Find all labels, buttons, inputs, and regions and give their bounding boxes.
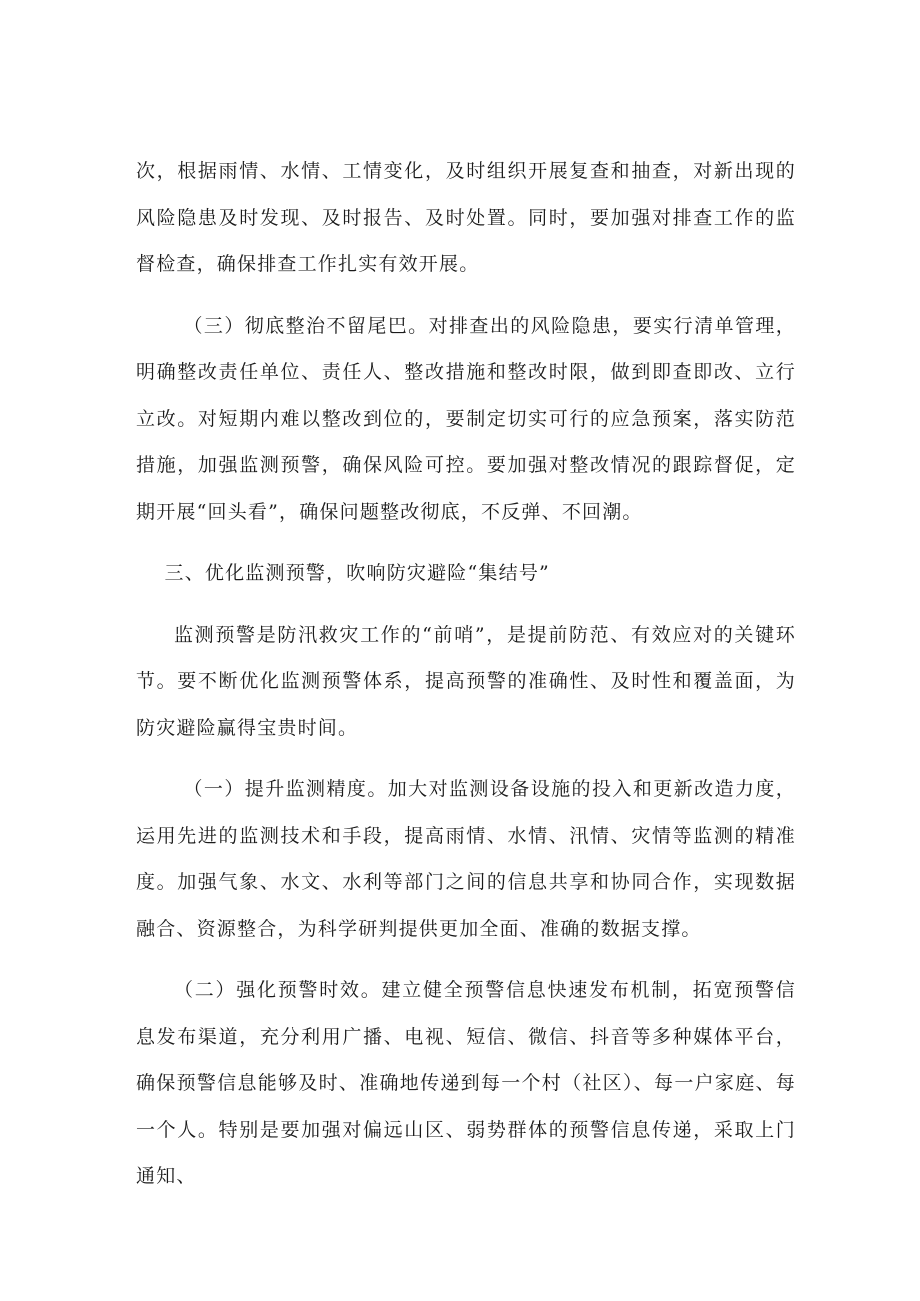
paragraph-section-3-2: （二）强化预警时效。建立健全预警信息快速发布机制，拓宽预警信息发布渠道，充分利用广播、电视、短信、微信、抖音等多种媒体平台，确保预警信息能够及时、准确地传递到每一个村（社区）、每一户家庭、每一个人。特别是要加强对偏远山区、弱势群体的预警信息传递，采取上门通知、 xyxy=(136,979,796,1187)
paragraph-section-3-1: （一）提升监测精度。加大对监测设备设施的投入和更新改造力度，运用先进的监测技术和手段，提高雨情、水情、汛情、灾情等监测的精准度。加强气象、水文、水利等部门之间的信息共享和协同合作，实现数据融合、资源整合，为科学研判提供更加全面、准确的数据支撑。 xyxy=(136,778,796,940)
paragraph-section-2-3: （三）彻底整治不留尾巴。对排查出的风险隐患，要实行清单管理，明确整改责任单位、责任人、整改措施和整改时限，做到即查即改、立行立改。对短期内难以整改到位的，要制定切实可行的应急预案，落实防范措施，加强监测预警，确保风险可控。要加强对整改情况的跟踪督促，定期开展“回头看”，确保问题整改彻底，不反弹、不回潮。 xyxy=(136,314,796,523)
document-body xyxy=(136,148,796,1215)
paragraph-continuation: 次，根据雨情、水情、工情变化，及时组织开展复查和抽查，对新出现的风险隐患及时发现、及时报告、及时处置。同时，要加强对排查工作的监督检查，确保排查工作扎实有效开展。 xyxy=(136,160,796,275)
paragraph-intro-3: 监测预警是防汛救灾工作的“前哨”，是提前防范、有效应对的关键环节。要不断优化监测预警体系，提高预警的准确性、及时性和覆盖面，为防灾避险赢得宝贵时间。 xyxy=(136,623,796,739)
section-heading-3: 三、优化监测预警，吹响防灾避险“集结号” xyxy=(164,562,550,584)
